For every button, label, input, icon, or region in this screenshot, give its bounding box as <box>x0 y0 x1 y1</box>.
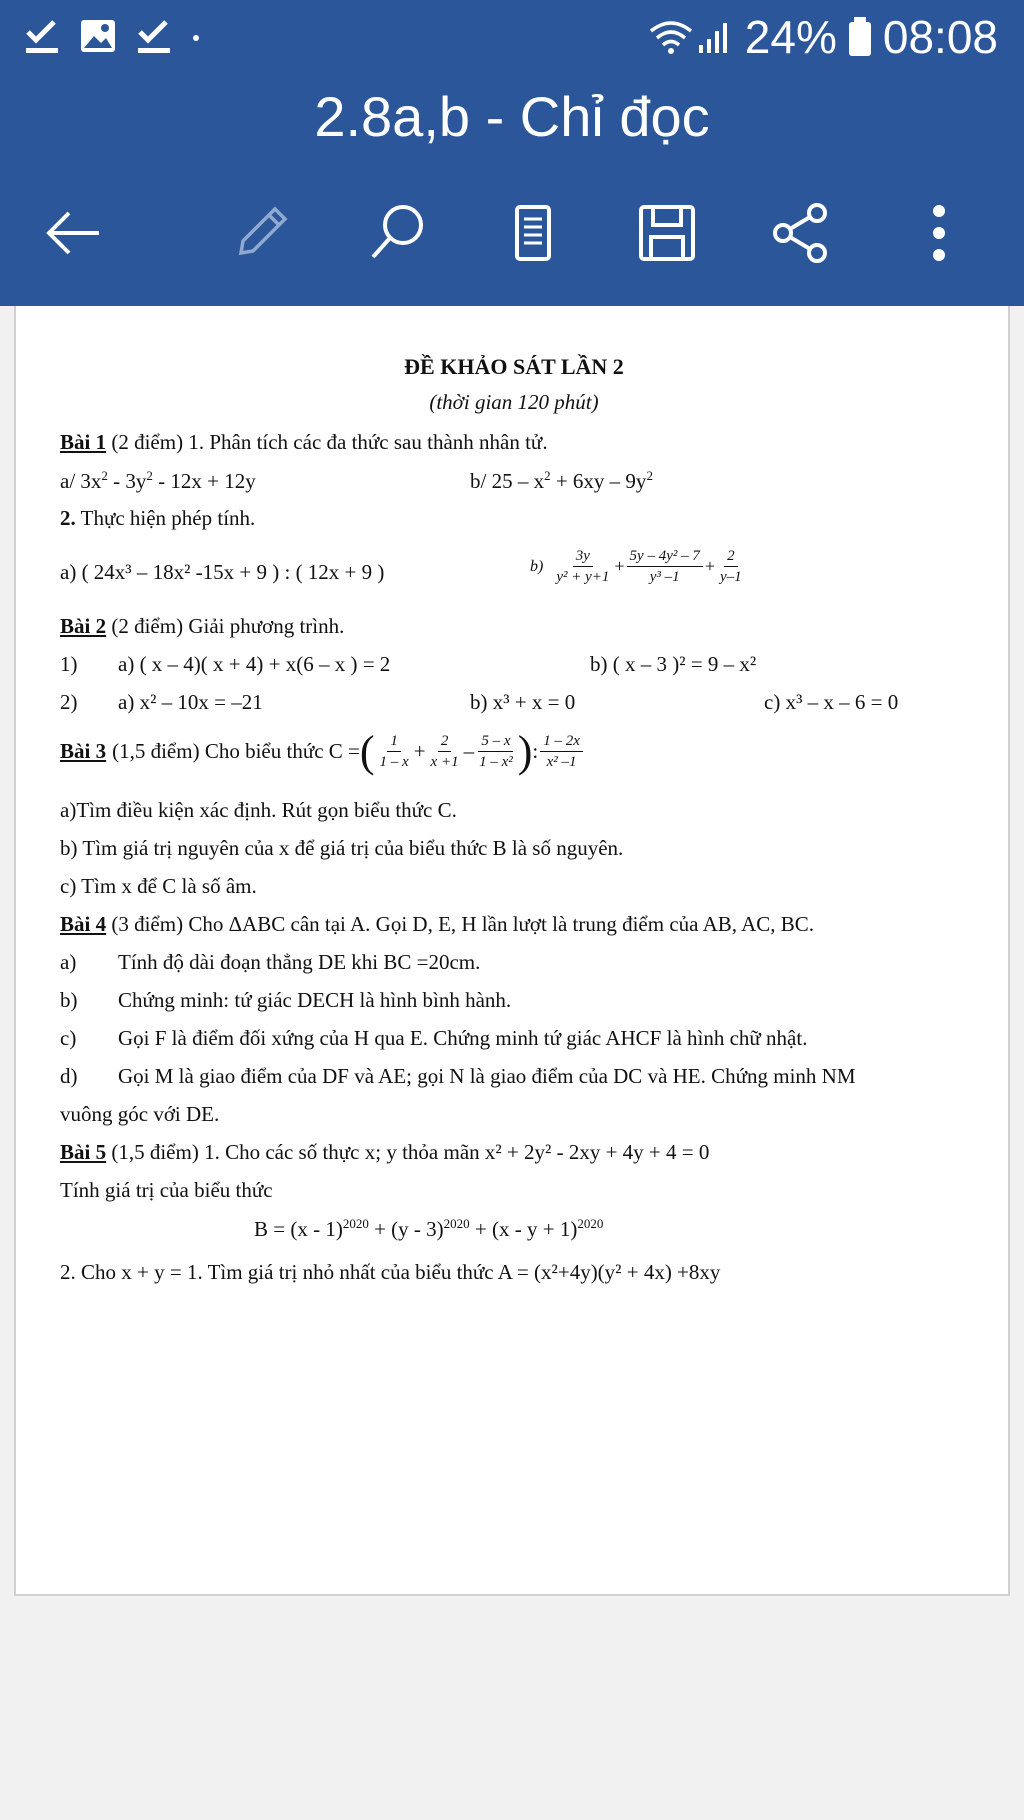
bai2-r1-num: 1) <box>60 652 78 676</box>
search-button[interactable] <box>360 196 434 270</box>
fraction-den: x² –1 <box>546 754 577 770</box>
bai3-qb: b) Tìm giá trị nguyên của x để giá trị của biểu thức B là số nguyên. <box>60 836 624 860</box>
bai4-item-key: b) <box>60 988 78 1012</box>
bai2-label: Bài 2 <box>60 614 107 638</box>
clock: 08:08 <box>882 11 998 63</box>
status-bar <box>0 0 1024 80</box>
bai3-intro: Bài 3 (1,5 điểm) Cho biểu thức C = ( $\frac{1}{1 - x}$ + $\frac{2}{x +1}$ – $\frac{5 - x}{\text{1 – x²}}$ ) : $\frac{1 - 2x}{\text{x² –1}}$ <box>60 726 585 777</box>
fraction-den: 1 – x <box>379 754 409 770</box>
download-check-icon <box>134 16 174 56</box>
bai2-r2-num: 2) <box>60 690 78 714</box>
bai2-r2-a: a) x² – 10x = –21 <box>118 690 263 714</box>
bai4-intro-text: (3 điểm) Cho ΔABC cân tại A. Gọi D, E, H lần lượt là trung điểm của AB, AC, BC. <box>111 912 815 936</box>
bai1-label: Bài 1 <box>60 430 107 454</box>
bai4-intro <box>60 912 814 937</box>
bai4-item-key: a) <box>60 950 77 974</box>
bai5-line2: Tính giá trị của biểu thức <box>60 1178 273 1202</box>
bai1-intro <box>60 430 548 455</box>
bai1-part2-text: Thực hiện phép tính. <box>80 506 256 530</box>
right-paren: ) <box>517 727 533 776</box>
fraction-num: 2 <box>724 546 738 567</box>
left-paren: ( <box>359 727 375 776</box>
fraction <box>476 731 516 772</box>
bai4-item-key: d) <box>60 1064 78 1088</box>
bai3-qc: c) Tìm x để C là số âm. <box>60 874 257 898</box>
bai3-intro-text: (1,5 điểm) Cho biểu thức C = <box>112 739 360 763</box>
fraction-num: 5 – x <box>478 731 513 752</box>
bai1-calc-b-label: b) <box>530 557 544 575</box>
document-title: 2.8a,b - Chỉ đọc <box>314 85 710 148</box>
reading-view-icon <box>501 201 565 265</box>
share-button[interactable] <box>764 196 838 270</box>
wifi-icon <box>647 17 695 57</box>
fraction <box>540 731 583 772</box>
fraction-den: x +1 <box>430 754 459 770</box>
bai5-part2: 2. Cho x + y = 1. Tìm giá trị nhỏ nhất của biểu thức A = (x²+4y)(y² + 4x) +8xy <box>60 1260 721 1284</box>
image-icon <box>78 16 118 56</box>
bai4-label: Bài 4 <box>60 912 107 936</box>
bai4-item-text: Chứng minh: tứ giác DECH là hình bình hành. <box>118 988 512 1012</box>
bai1-b-expr: $25 - x^2 + 6xy - 9y^2$ <box>491 468 653 493</box>
notification-icons <box>22 16 218 56</box>
bai2-intro <box>60 614 344 639</box>
bai1-part2 <box>60 506 255 531</box>
bai2-r1-a: a) ( x – 4)( x + 4) + x(6 – x ) = 2 <box>118 652 391 676</box>
fraction-num: 2 <box>438 731 452 752</box>
doc-heading: ĐỀ KHẢO SÁT LẦN 2 <box>404 354 624 379</box>
bai4-cont: vuông góc với DE. <box>60 1102 220 1126</box>
bai1-calc-a: a) ( 24x³ – 18x² -15x + 9 ) : ( 12x + 9 ) <box>60 560 385 584</box>
bai1-intro-text: (2 điểm) 1. Phân tích các đa thức sau thành nhân tử. <box>111 430 548 454</box>
fraction-den: y–1 <box>720 569 742 585</box>
fraction-num: 5y – 4y² – 7 <box>627 546 703 567</box>
pencil-icon <box>229 201 293 265</box>
bai1-a-label: a/ <box>60 469 76 493</box>
bai5-label: Bài 5 <box>60 1140 107 1164</box>
share-icon <box>769 201 833 265</box>
status-right <box>647 10 998 64</box>
save-button[interactable] <box>630 196 704 270</box>
document-page[interactable] <box>14 306 1010 1596</box>
bai2-r2-b: b) x³ + x = 0 <box>470 690 576 714</box>
edit-button[interactable] <box>224 196 298 270</box>
more-vert-icon <box>907 201 971 265</box>
bai3-qa: a)Tìm điều kiện xác định. Rút gọn biểu thức C. <box>60 798 457 822</box>
fraction-num: 1 <box>387 731 401 752</box>
fraction <box>377 731 412 772</box>
download-check-icon <box>22 16 62 56</box>
bai2-intro-text: (2 điểm) Giải phương trình. <box>111 614 345 638</box>
fraction-den: y² + y+1 <box>556 569 610 585</box>
fraction-den: 1 – x² <box>479 754 513 770</box>
fraction <box>717 546 745 587</box>
bai1-a <box>60 468 256 494</box>
bai5-formula: $B = (x - 1)^{2020} + (y - 3)^{2020} + (x - y + 1)^{2020}$ <box>254 1216 604 1241</box>
more-options-button[interactable] <box>902 196 976 270</box>
fraction <box>428 731 462 772</box>
bai1-b <box>470 468 653 494</box>
fraction <box>627 546 703 587</box>
signal-icon <box>695 17 735 57</box>
bai4-item-text: Gọi M là giao điểm của DF và AE; gọi N là giao điểm của DC và HE. Chứng minh NM <box>118 1064 856 1088</box>
toolbar <box>0 196 1024 270</box>
dot-icon <box>190 16 202 56</box>
bai3-label: Bài 3 <box>60 739 107 763</box>
bai1-calc-b: b) $\frac{3y}{\text{y² + y+1}}$ + $\frac{\text{5y – 4y² – 7}}{\text{y³ –1}}$ + $\frac{2}{y-1}$ <box>530 546 747 587</box>
search-icon <box>365 201 429 265</box>
back-arrow-icon <box>41 201 105 265</box>
app-bar <box>0 0 1024 306</box>
bai1-part2-num: 2. <box>60 506 76 530</box>
bai5-intro-text: (1,5 điểm) 1. Cho các số thực x; y thỏa mãn x² + 2y² - 2xy + 4y + 4 = 0 <box>111 1140 710 1164</box>
fraction-num: 1 – 2x <box>540 731 583 752</box>
bai1-b-label: b/ <box>470 469 487 493</box>
fraction-num: 3y <box>573 546 593 567</box>
fraction-den: y³ –1 <box>649 569 680 585</box>
bai5-intro <box>60 1140 709 1165</box>
reading-view-button[interactable] <box>496 196 570 270</box>
bai4-item-text: Gọi F là điểm đối xứng của H qua E. Chứng minh tứ giác AHCF là hình chữ nhật. <box>118 1026 808 1050</box>
battery-percent: 24% <box>744 11 837 63</box>
bai4-item-key: c) <box>60 1026 77 1050</box>
battery-icon <box>845 15 875 59</box>
fraction <box>553 546 612 587</box>
bai2-r2-c: c) x³ – x – 6 = 0 <box>764 690 899 714</box>
doc-subheading: (thời gian 120 phút) <box>429 390 599 414</box>
bai4-item-text: Tính độ dài đoạn thẳng DE khi BC =20cm. <box>118 950 481 974</box>
back-button[interactable] <box>36 196 110 270</box>
bai2-r1-b: b) ( x – 3 )² = 9 – x² <box>590 652 757 676</box>
save-icon <box>635 201 699 265</box>
bai1-a-expr: $3x^2 - 3y^2 - 12x + 12y$ <box>80 468 256 493</box>
